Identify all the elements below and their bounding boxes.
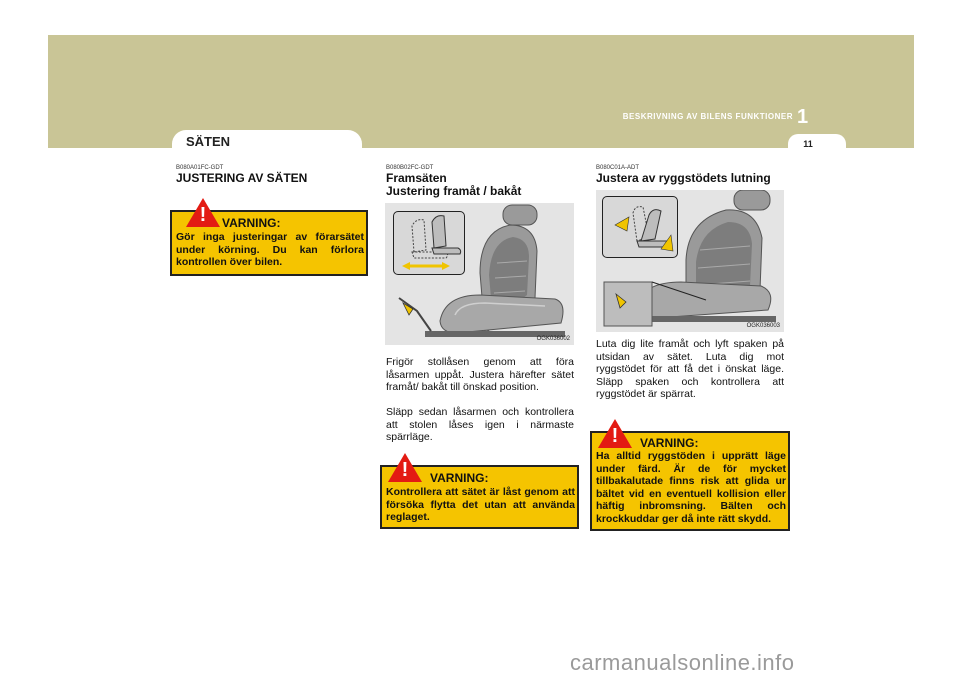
paragraph: Luta dig lite framåt och lyft spaken på utsidan av sätet. Luta dig mot ryggstödet för att få det i önskat läge. Släpp spaken och kontrollera att ryggstödet är spärrat. xyxy=(596,338,784,400)
figure-id: OGK036002 xyxy=(536,336,570,342)
section-code: B080B02FC-GDT xyxy=(386,165,434,171)
section-title: SÄTEN xyxy=(186,134,231,149)
warning-text: Kontrollera att sätet är låst genom att försöka flytta det utan att använda reglaget. xyxy=(386,486,575,523)
warning-exclamation: ! xyxy=(611,425,619,447)
warning-box xyxy=(380,459,579,529)
section-code: B080A01FC-GDT xyxy=(176,165,224,171)
warning-exclamation: ! xyxy=(199,204,207,226)
paragraph: Släpp sedan låsarmen och kontrollera att stolen låses igen i närmaste spärrläge. xyxy=(386,406,574,443)
warning-title: VARNING: xyxy=(222,216,281,230)
section-subheading: Justering framåt / bakåt xyxy=(386,184,522,198)
warning-box xyxy=(170,204,368,276)
page-number: 11 xyxy=(803,139,813,149)
section-heading: Justera av ryggstödets lutning xyxy=(596,171,771,185)
warning-title: VARNING: xyxy=(640,436,699,450)
warning-box xyxy=(590,425,790,531)
section-heading: JUSTERING AV SÄTEN xyxy=(176,171,308,185)
backrest-figure xyxy=(596,190,784,332)
figure-id: OGK036003 xyxy=(746,323,780,329)
section-code: B080C01A-ADT xyxy=(596,165,640,171)
backrest-inset xyxy=(603,197,677,257)
paragraph: Frigör stollåsen genom att föra låsarmen uppåt. Justera härefter sätet framåt/ bakåt till önskad position. xyxy=(386,356,574,393)
warning-text: Ha alltid ryggstöden i upprätt läge under färd. Är de för mycket tillbakalutade finns risk att glida ur bältet vid en eventuell kollision eller häftig inbromsning. Bälten och krockkuddar ger då inte rätt skydd. xyxy=(596,450,786,525)
warning-text: Gör inga justeringar av förarsätet under körning. Du kan förlora kontrollen över bilen. xyxy=(176,231,364,268)
watermark: carmanualsonline.info xyxy=(570,650,795,675)
section-heading: Framsäten xyxy=(386,171,447,185)
inset-diagram xyxy=(602,196,678,258)
inset-diagram xyxy=(393,211,465,275)
seat-slide-inset xyxy=(394,212,464,274)
warning-title: VARNING: xyxy=(430,471,489,485)
chapter-number: 1 xyxy=(797,106,809,128)
warning-exclamation: ! xyxy=(401,459,409,481)
seat-slide-figure xyxy=(385,203,574,345)
chapter-title: BESKRIVNING AV BILENS FUNKTIONER xyxy=(622,112,793,121)
